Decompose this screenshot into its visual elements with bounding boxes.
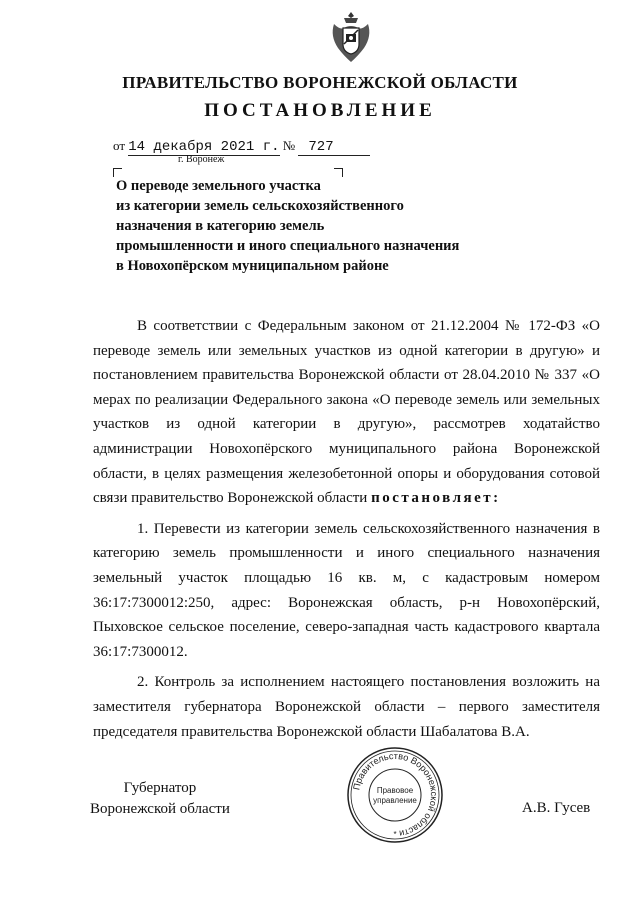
date-prefix: от [113, 138, 126, 153]
subject-line: из категории земель сельскохозяйственного [116, 198, 404, 214]
position-line: Губернатор [123, 780, 197, 796]
subject-line: в Новохопёрском муниципальном районе [116, 258, 389, 274]
official-seal [345, 745, 445, 845]
svg-text:*: * [393, 830, 397, 839]
resolves-word: постановляет: [371, 490, 501, 507]
subject-line: назначения в категорию земель [116, 218, 325, 234]
preamble-text: В соответствии с Федеральным законом от 21.12.2004 № 172-ФЗ «О переводе земель или земельных участков из одной категории в другую» и постановлением правительства Воронежской области от 28.04.2010 № 337 «О мерах по реализации Федерального закона «О переводе земель или земельных участков из одной категории в другую», рассмотрев ходатайство администрации Новохопёрского муниципального района Воронежской области, в целях размещения железобетонной опоры и оборудования сотовой связи правительство Воронежской области [93, 318, 600, 507]
coat-of-arms-icon [330, 10, 372, 64]
signatory-position [90, 778, 230, 820]
position-line: Воронежской области [90, 801, 230, 817]
seal-ring-text: Правительство Воронежской области [351, 750, 440, 839]
clause-1: 1. Перевести из категории земель сельскохозяйственного назначения в категорию земель промышленности и иного специального назначения земельный участок площадью 16 кв. м, с кадастровым номером 36:17:7300012:250, адрес: Воронежская область, р-н Новохопёрский, Пыховское сельское поселение, северо-западная часть кадастрового квартала 36:17:7300012. [93, 520, 600, 660]
document-body [93, 314, 600, 744]
document-type: ПОСТАНОВЛЕНИЕ [204, 100, 436, 121]
date-number-line [113, 138, 370, 156]
document-date: 14 декабря 2021 г. [128, 139, 280, 155]
signatory-name: А.В. Гусев [522, 800, 591, 816]
clause-2: 2. Контроль за исполнением настоящего постановления возложить на заместителя губернатора Воронежской области – первого заместителя председателя правительства Воронежской области Шабалатова В.А. [93, 674, 600, 740]
seal-center-line: Правовое [376, 786, 414, 795]
document-number: 727 [298, 140, 370, 156]
document-city: г. Воронеж [178, 154, 225, 165]
preamble-paragraph [93, 314, 600, 511]
organization-title: ПРАВИТЕЛЬСТВО ВОРОНЕЖСКОЙ ОБЛАСТИ [122, 73, 518, 92]
number-sign: № [282, 138, 296, 153]
document-subject [116, 176, 536, 276]
subject-line: О переводе земельного участка [116, 178, 321, 194]
subject-line: промышленности и иного специального назначения [116, 238, 460, 254]
seal-center-line: управление [373, 796, 417, 805]
